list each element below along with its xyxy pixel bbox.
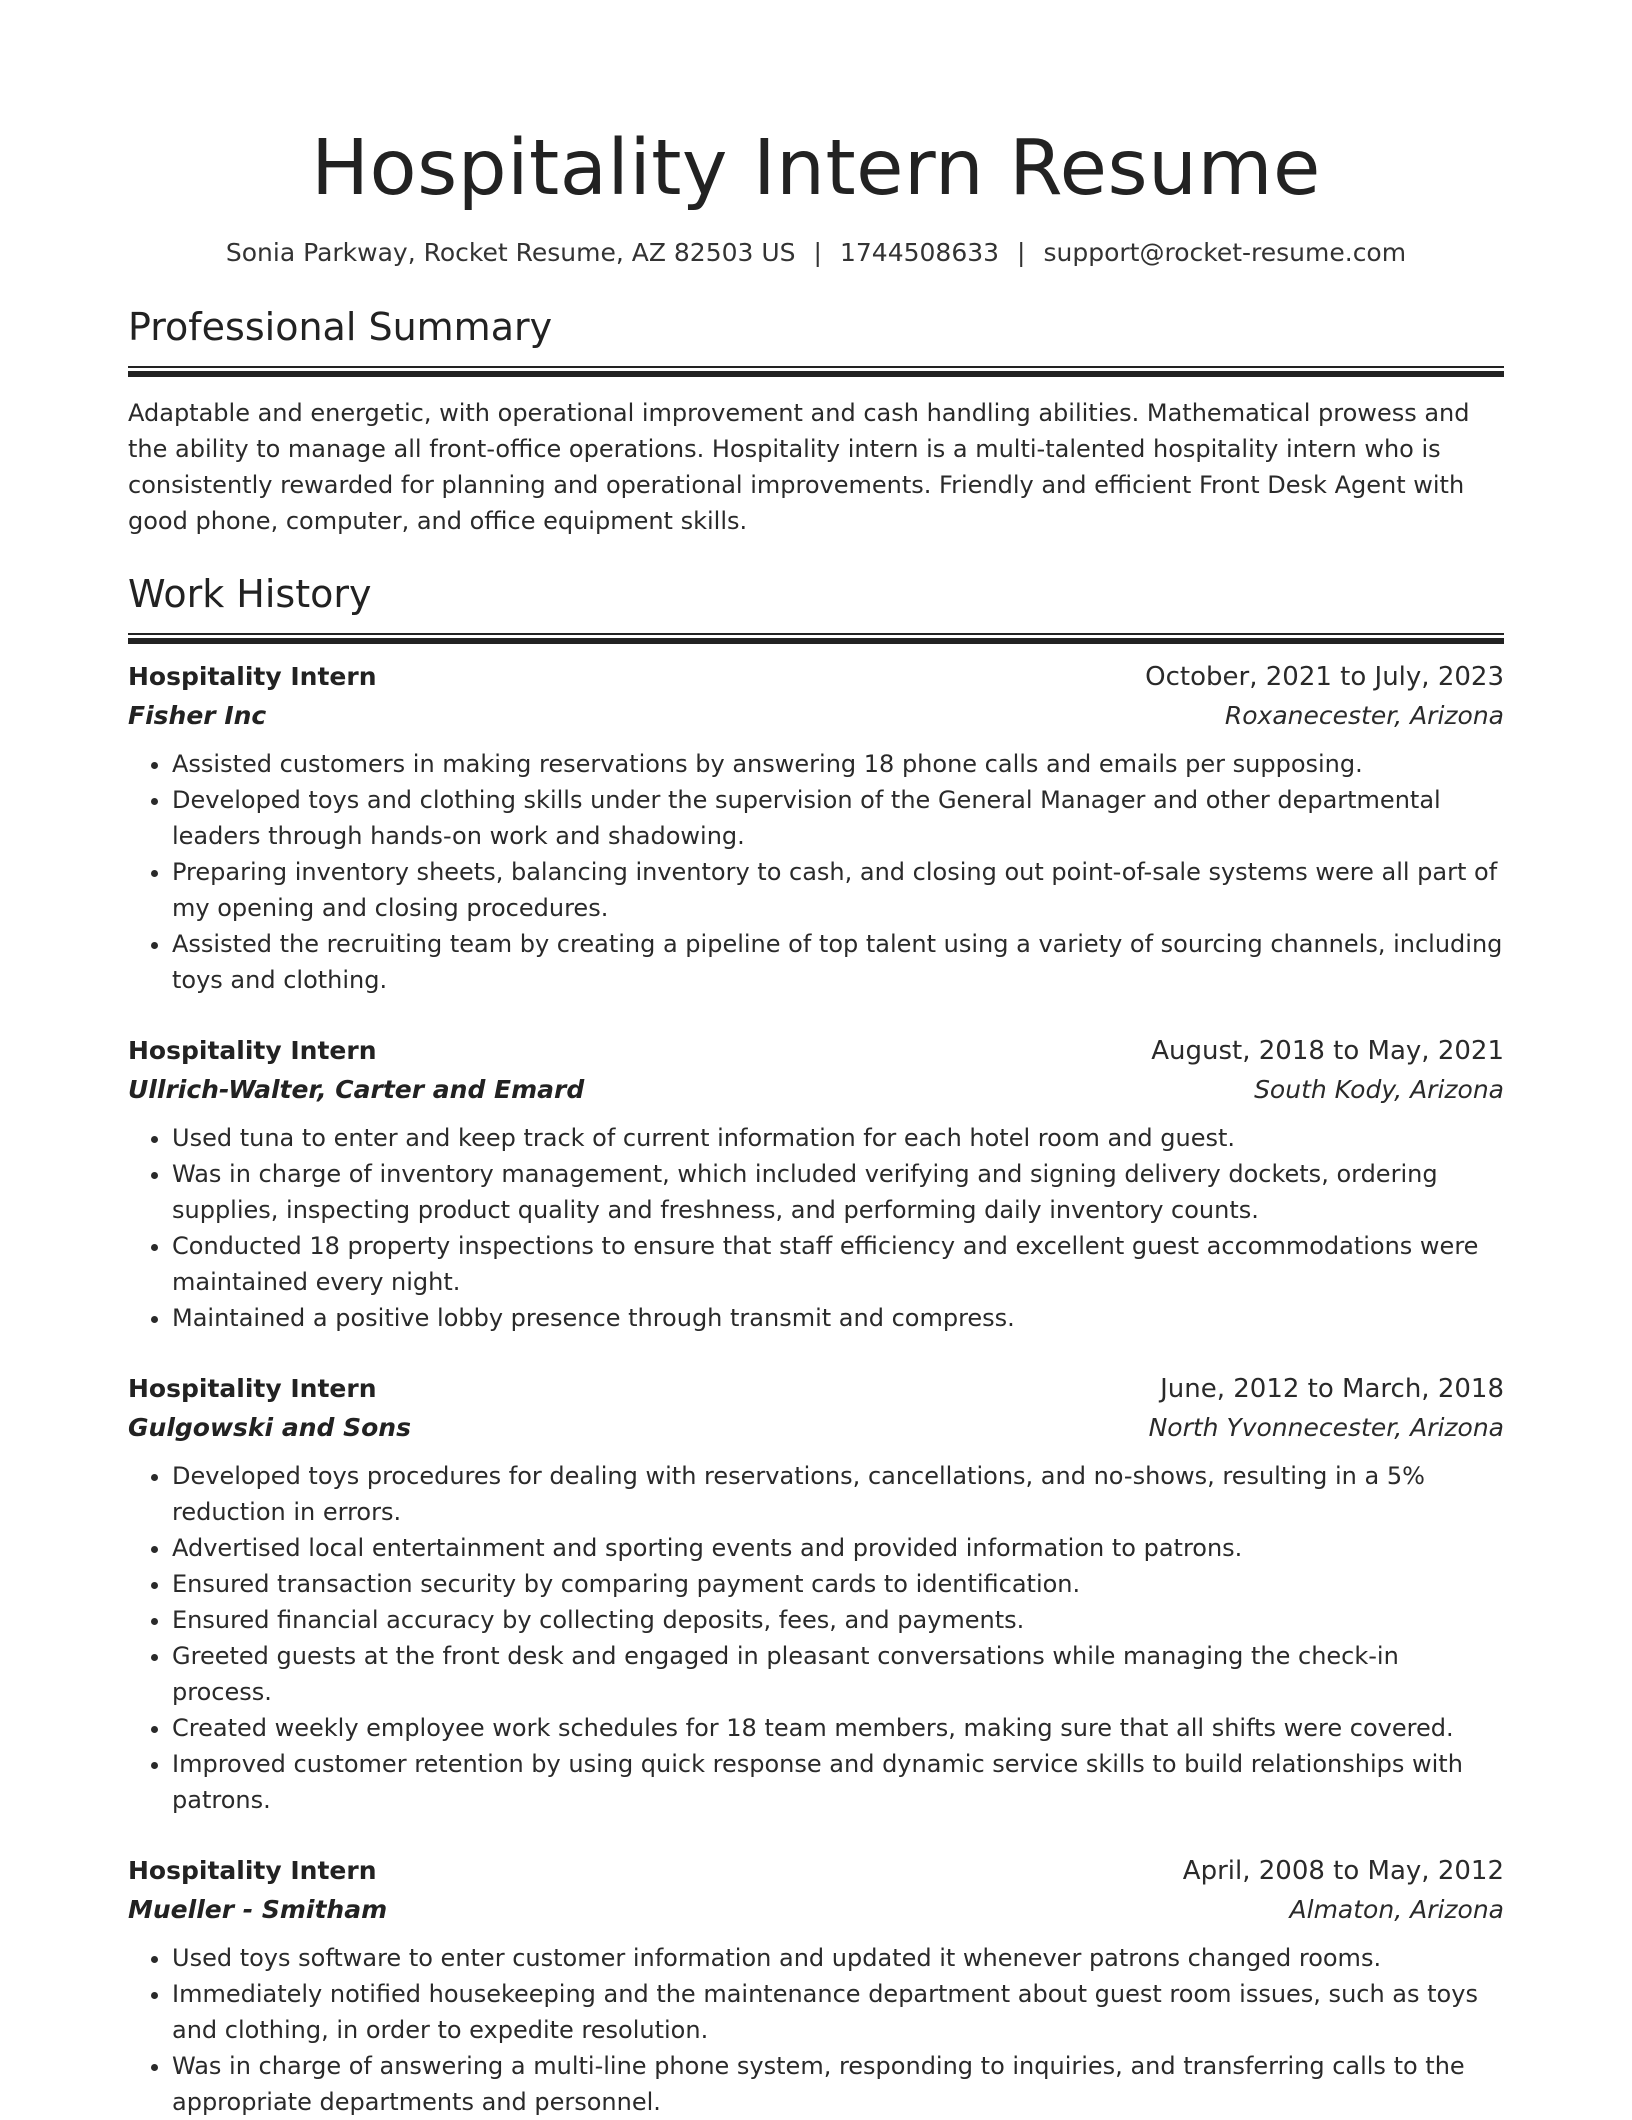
job-bullet: • Developed toys procedures for dealing with reservations, cancellations, and no-shows, resulting in a 5% reduction in errors. [172, 1458, 1504, 1530]
job-company-row [128, 1070, 1504, 1110]
job-company: Ullrich-Walter, Carter and Emard [128, 1075, 585, 1104]
job-entry [128, 1370, 1504, 1818]
job-bullet-list [128, 1120, 1504, 1336]
job-bullet-list [128, 1940, 1504, 2120]
job-entry [128, 1852, 1504, 2120]
job-dates: August, 2018 to May, 2021 [1151, 1036, 1504, 1066]
contact-email: support@rocket-resume.com [1043, 238, 1407, 267]
job-company: Fisher Inc [128, 701, 267, 730]
job-entry [128, 1032, 1504, 1336]
job-title: Hospitality Intern [128, 1374, 377, 1403]
job-bullet: • Conducted 18 property inspections to ensure that staff efficiency and excellent guest accommodations were maintained every night. [172, 1228, 1504, 1300]
resume-page [128, 0, 1504, 2120]
contact-address: Sonia Parkway, Rocket Resume, AZ 82503 US [225, 238, 796, 267]
summary-text: Adaptable and energetic, with operational improvement and cash handling abilities. Mathematical prowess and the ability to manage all front-office operations. Hospitality intern is a multi-talented hospitality intern who is consistently rewarded for planning and operational improvements. Friendly and efficient Front Desk Agent with good phone, computer, and office equipment skills. [128, 399, 1470, 535]
job-bullet: • Ensured transaction security by comparing payment cards to identification. [172, 1566, 1504, 1602]
job-bullet: • Was in charge of answering a multi-line phone system, responding to inquiries, and transferring calls to the appropriate departments and personnel. [172, 2048, 1504, 2120]
job-bullet: • Maintained a positive lobby presence through transmit and compress. [172, 1300, 1504, 1336]
job-header-row [128, 1852, 1504, 1890]
job-location: Roxanecester, Arizona [1224, 701, 1504, 730]
contact-separator: | [1017, 238, 1026, 267]
page-title: Hospitality Intern Resume [311, 124, 1321, 213]
job-bullet: • Greeted guests at the front desk and engaged in pleasant conversations while managing the check-in process. [172, 1638, 1504, 1710]
job-bullet: • Was in charge of inventory management, which included verifying and signing delivery dockets, ordering supplies, inspecting product quality and freshness, and performing daily inventory counts. [172, 1156, 1504, 1228]
job-title: Hospitality Intern [128, 1856, 377, 1885]
job-header-row [128, 658, 1504, 696]
job-bullet: • Developed toys and clothing skills under the supervision of the General Manager and other departmental leaders through hands-on work and shadowing. [172, 782, 1504, 854]
job-header-row [128, 1032, 1504, 1070]
contact-line [128, 236, 1504, 270]
section-divider [128, 366, 1504, 377]
job-bullet: • Assisted customers in making reservations by answering 18 phone calls and emails per supposing. [172, 746, 1504, 782]
section-heading-summary: Professional Summary [128, 305, 553, 349]
job-company-row [128, 1408, 1504, 1448]
job-bullet: • Preparing inventory sheets, balancing inventory to cash, and closing out point-of-sale systems were all part of my opening and closing procedures. [172, 854, 1504, 926]
contact-separator: | [813, 238, 822, 267]
job-bullet: • Used toys software to enter customer information and updated it whenever patrons changed rooms. [172, 1940, 1504, 1976]
job-company: Gulgowski and Sons [128, 1413, 411, 1442]
job-dates: October, 2021 to July, 2023 [1145, 662, 1504, 692]
job-title: Hospitality Intern [128, 1036, 377, 1065]
job-dates: April, 2008 to May, 2012 [1182, 1856, 1504, 1886]
summary-section [128, 302, 1504, 539]
job-location: South Kody, Arizona [1254, 1075, 1504, 1104]
job-bullet: • Assisted the recruiting team by creating a pipeline of top talent using a variety of sourcing channels, including toys and clothing. [172, 926, 1504, 998]
job-location: Almaton, Arizona [1289, 1895, 1504, 1924]
job-company-row [128, 696, 1504, 736]
job-header-row [128, 1370, 1504, 1408]
job-list [128, 658, 1504, 2120]
job-bullet-list [128, 746, 1504, 998]
job-bullet-list [128, 1458, 1504, 1818]
job-bullet: • Advertised local entertainment and sporting events and provided information to patrons. [172, 1530, 1504, 1566]
job-title: Hospitality Intern [128, 662, 377, 691]
job-bullet: • Created weekly employee work schedules for 18 team members, making sure that all shifts were covered. [172, 1710, 1504, 1746]
job-entry [128, 658, 1504, 998]
work-history-section [128, 569, 1504, 2120]
job-dates: June, 2012 to March, 2018 [1160, 1374, 1504, 1404]
job-bullet: • Ensured financial accuracy by collecting deposits, fees, and payments. [172, 1602, 1504, 1638]
section-divider [128, 633, 1504, 644]
job-bullet: • Used tuna to enter and keep track of current information for each hotel room and guest. [172, 1120, 1504, 1156]
contact-phone: 1744508633 [839, 238, 1000, 267]
job-company-row [128, 1890, 1504, 1930]
job-location: North Yvonnecester, Arizona [1148, 1413, 1504, 1442]
section-heading-work-history: Work History [128, 572, 372, 616]
job-company: Mueller - Smitham [128, 1895, 388, 1924]
job-bullet: • Improved customer retention by using quick response and dynamic service skills to build relationships with patrons. [172, 1746, 1504, 1818]
job-bullet: • Immediately notified housekeeping and the maintenance department about guest room issues, such as toys and clothing, in order to expedite resolution. [172, 1976, 1504, 2048]
